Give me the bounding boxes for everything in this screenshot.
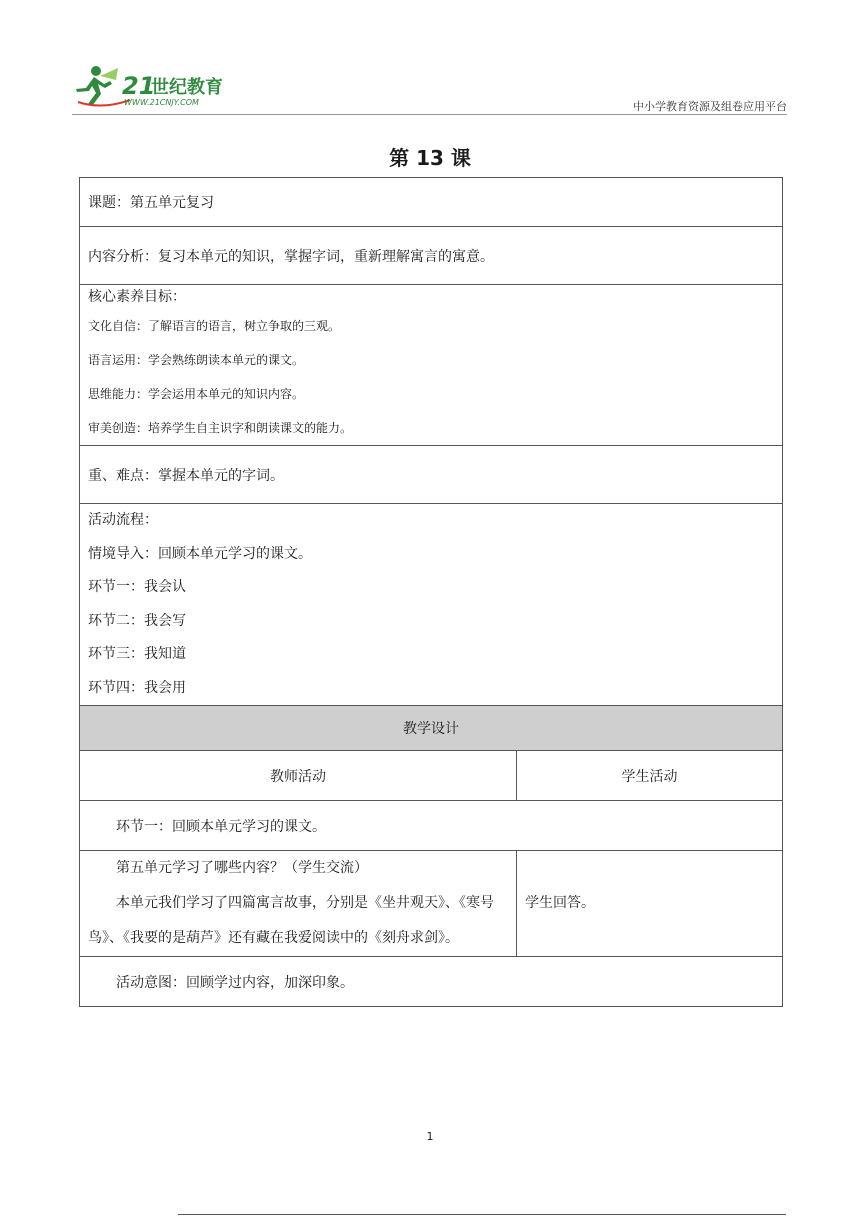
column-header-row (80, 751, 783, 801)
flow-cell (80, 504, 783, 706)
header-divider (72, 114, 787, 115)
svg-text:WWW.21CNJY.COM: WWW.21CNJY.COM (124, 98, 199, 107)
flow-line: 环节三：我知道 (88, 646, 186, 662)
intent-row (80, 957, 783, 1007)
goals-row (80, 285, 783, 446)
analysis-cell: 内容分析：复习本单元的知识，掌握字词，重新理解寓言的寓意。 (80, 227, 783, 285)
key-points-row (80, 446, 783, 504)
goal-item: 思维能力：学会运用本单元的知识内容。 (88, 387, 305, 401)
goals-title: 核心素养目标： (88, 289, 186, 305)
flow-line: 环节二：我会写 (88, 612, 186, 629)
student-column-header: 学生活动 (517, 751, 783, 801)
student-activity-cell: 学生回答。 (517, 851, 783, 957)
topic-cell: 课题：第五单元复习 (80, 178, 783, 227)
step-cell: 环节一：回顾本单元学习的课文。 (80, 801, 783, 851)
page-title: 第 13 课 (389, 146, 471, 170)
svg-text:21: 21 (122, 72, 156, 100)
key-points-cell: 重、难点：掌握本单元的字词。 (80, 446, 783, 504)
activity-row (80, 851, 783, 957)
footer-divider (178, 1214, 786, 1215)
goal-item: 语言运用：学会熟练朗读本单元的课文。 (88, 353, 305, 367)
flow-title: 活动流程： (88, 512, 158, 528)
flow-line: 情境导入：回顾本单元学习的课文。 (88, 545, 312, 562)
teacher-paragraph: 本单元我们学习了四篇寓言故事，分别是《坐井观天》、《寒号鸟》、《我要的是葫芦》还有藏在我爱阅读中的《刻舟求剑》。 (88, 895, 494, 946)
intent-cell: 活动意图：回顾学过内容，加深印象。 (80, 957, 783, 1007)
page-number: 1 (426, 1130, 434, 1143)
logo-text: 世纪教育 (151, 77, 223, 98)
design-header-row (80, 706, 783, 751)
goals-cell (80, 285, 783, 446)
goal-item: 审美创造：培养学生自主识字和朗读课文的能力。 (88, 421, 353, 435)
site-logo (72, 62, 252, 110)
teacher-question: 第五单元学习了哪些内容？（学生交流） (116, 860, 368, 876)
topic-row (80, 178, 783, 227)
platform-name: 中小学教育资源及组卷应用平台 (633, 100, 787, 113)
lesson-plan-table (79, 177, 783, 1007)
design-header: 教学设计 (80, 706, 783, 751)
flow-row (80, 504, 783, 706)
analysis-row (80, 227, 783, 285)
goal-item: 文化自信：了解语言的语言，树立争取的三观。 (88, 319, 341, 333)
page-header (72, 62, 787, 114)
teacher-activity-cell (80, 851, 517, 957)
teacher-column-header: 教师活动 (80, 751, 517, 801)
flow-line: 环节四：我会用 (88, 679, 186, 696)
flow-line: 环节一：我会认 (88, 579, 186, 595)
step-row (80, 801, 783, 851)
